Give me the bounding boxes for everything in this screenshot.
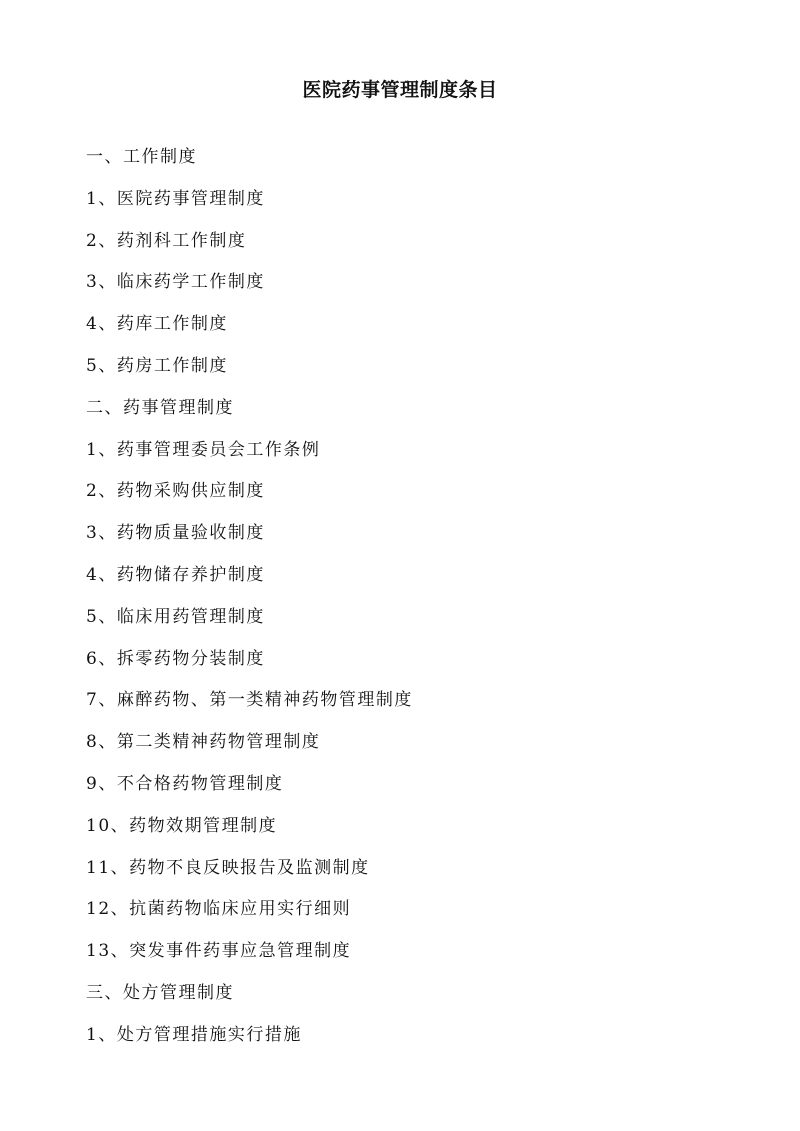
document-title: 医院药事管理制度条目 <box>302 79 498 101</box>
list-item: 3、临床药学工作制度 <box>86 272 265 293</box>
list-item: 11、药物不良反映报告及监测制度 <box>86 857 370 878</box>
list-item: 1、处方管理措施实行措施 <box>86 1024 302 1045</box>
list-item: 1、药事管理委员会工作条例 <box>86 439 321 460</box>
list-item: 9、不合格药物管理制度 <box>86 773 284 794</box>
list-item: 4、药物储存养护制度 <box>86 564 265 585</box>
list-item: 13、突发事件药事应急管理制度 <box>86 941 352 962</box>
section-heading: 三、处方管理制度 <box>86 982 234 1003</box>
list-item: 2、药剂科工作制度 <box>86 230 247 251</box>
list-item: 7、麻醉药物、第一类精神药物管理制度 <box>86 690 413 711</box>
section-heading: 二、药事管理制度 <box>86 397 234 418</box>
document-body <box>86 143 760 1063</box>
list-item: 8、第二类精神药物管理制度 <box>86 732 321 753</box>
list-item: 12、抗菌药物临床应用实行细则 <box>86 899 352 920</box>
list-item: 5、临床用药管理制度 <box>86 606 265 627</box>
list-item: 6、拆零药物分装制度 <box>86 648 265 669</box>
list-item: 2、药物采购供应制度 <box>86 481 265 502</box>
list-item: 4、药库工作制度 <box>86 314 228 335</box>
list-item: 1、医院药事管理制度 <box>86 188 265 209</box>
list-item: 5、药房工作制度 <box>86 355 228 376</box>
list-item: 3、药物质量验收制度 <box>86 523 265 544</box>
list-item: 10、药物效期管理制度 <box>86 815 278 836</box>
section-heading: 一、工作制度 <box>86 147 197 167</box>
